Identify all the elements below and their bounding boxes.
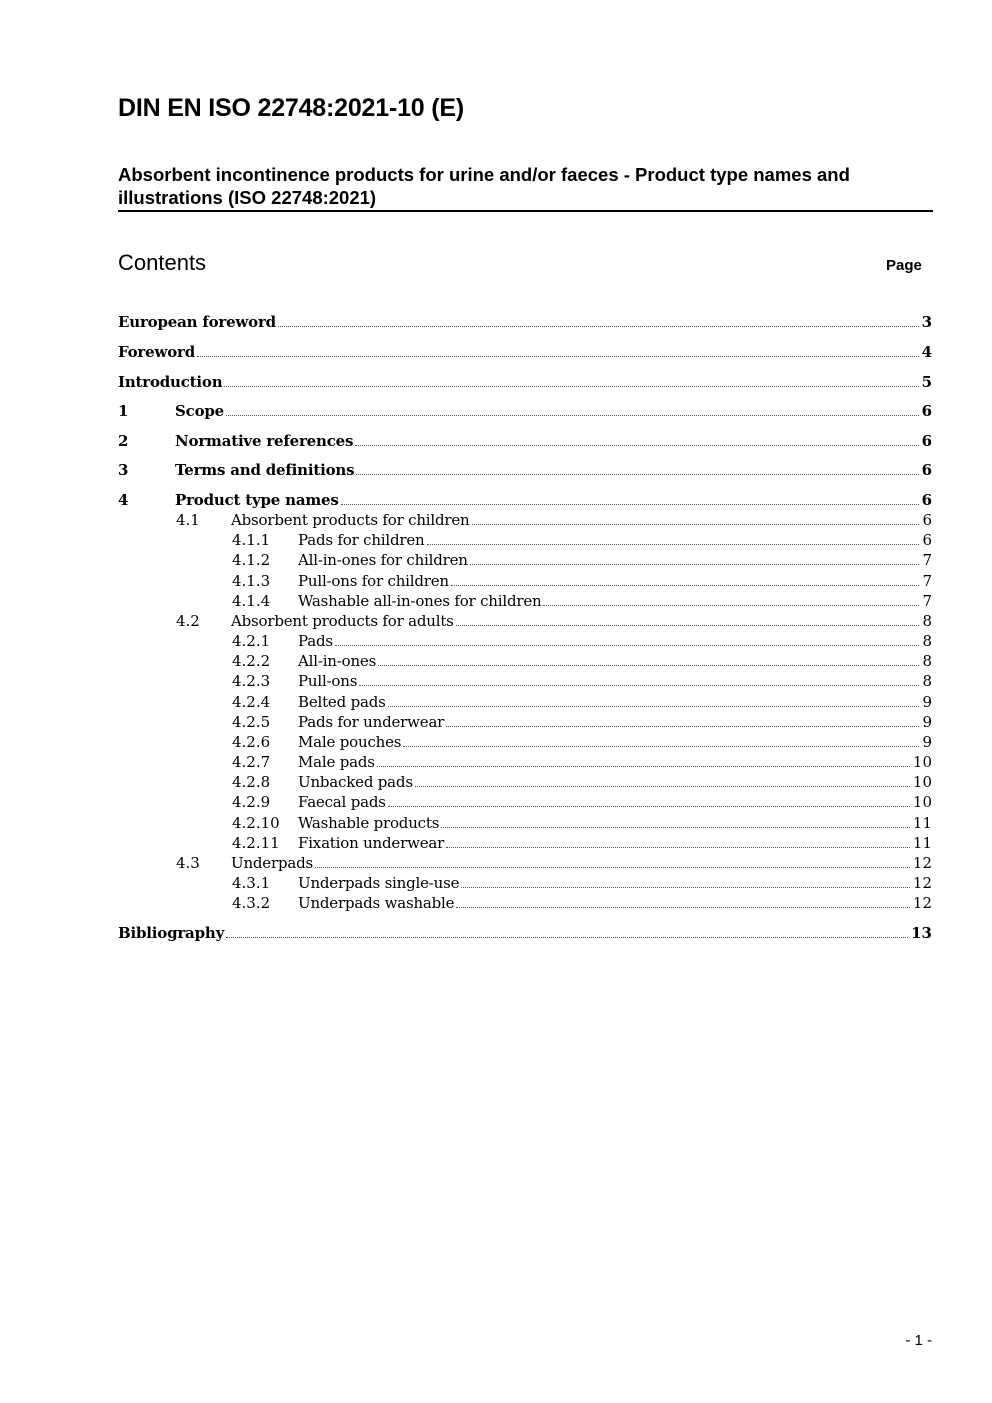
toc-entry-title: Introduction: [118, 373, 223, 391]
toc-entry-number: 4.1.3: [232, 572, 271, 590]
toc-entry-title: Washable all-in-ones for children: [298, 592, 542, 610]
toc-entry-page: 12: [912, 854, 932, 872]
toc-entry-title: Belted pads: [298, 693, 386, 711]
toc-entry-number: 4.2.3: [232, 672, 271, 690]
dot-leader: [427, 543, 919, 545]
toc-entry[interactable]: [118, 611, 932, 631]
contents-heading: Contents: [118, 250, 207, 275]
toc-entry-page: 6: [921, 402, 932, 420]
toc-entry-page: 4: [921, 343, 932, 361]
toc-entry-number: 4.3.1: [232, 874, 271, 892]
toc-entry-page: 6: [922, 531, 932, 549]
toc-entry-title: All-in-ones: [298, 652, 377, 670]
toc-entry-page: 10: [912, 773, 932, 791]
dot-leader: [403, 745, 919, 747]
toc-entry-number: 3: [118, 461, 129, 479]
dot-leader: [470, 563, 919, 565]
dot-leader: [388, 805, 910, 807]
toc-entry-number: 1: [118, 402, 129, 420]
dot-leader: [441, 826, 910, 828]
toc-entry-number: 4.2.11: [232, 834, 280, 852]
document-number: DIN EN ISO 22748:2021-10 (E): [118, 94, 464, 122]
dot-leader: [341, 503, 919, 505]
toc-entry-title: European foreword: [118, 313, 276, 331]
toc-entry-title: Underpads washable: [298, 894, 455, 912]
toc-entry[interactable]: [118, 631, 932, 651]
toc-entry[interactable]: [118, 853, 932, 873]
toc-entry-title: Male pads: [298, 753, 375, 771]
toc-entry-title: Foreword: [118, 343, 195, 361]
toc-entry-title: Faecal pads: [298, 793, 386, 811]
toc-entry-page: 8: [922, 612, 932, 630]
toc-entry[interactable]: [118, 591, 932, 611]
dot-leader: [446, 725, 919, 727]
toc-entry-title: Product type names: [175, 491, 339, 509]
toc-entry-title: Absorbent products for children: [231, 511, 470, 529]
toc-entry-title: Fixation underwear: [298, 834, 445, 852]
toc-entry[interactable]: [118, 813, 932, 833]
dot-leader: [335, 644, 919, 646]
dot-leader: [197, 355, 919, 357]
toc-entry-number: 4.2.6: [232, 733, 271, 751]
dot-leader: [456, 624, 919, 626]
toc-entry[interactable]: [118, 312, 932, 332]
page-number: - 1 -: [905, 1332, 932, 1349]
toc-entry-page: 8: [922, 632, 932, 650]
toc-entry-title: Pads: [298, 632, 333, 650]
toc-entry-title: Pads for children: [298, 531, 425, 549]
toc-entry[interactable]: [118, 752, 932, 772]
toc-entry[interactable]: [118, 342, 932, 362]
toc-entry-number: 4.1.4: [232, 592, 271, 610]
dot-leader: [356, 473, 918, 475]
toc-entry-page: 8: [922, 652, 932, 670]
toc-entry-number: 4: [118, 491, 129, 509]
toc-entry-number: 4.2.10: [232, 814, 280, 832]
dot-leader: [359, 684, 919, 686]
toc-entry[interactable]: [118, 792, 932, 812]
toc-entry-title: Pull-ons for children: [298, 572, 449, 590]
document-subtitle: Absorbent incontinence products for urine and/or faeces - Product type names and illustrations (ISO 22748:2021): [118, 164, 850, 208]
toc-entry-title: Scope: [175, 402, 225, 420]
toc-entry-number: 4.1: [176, 511, 200, 529]
toc-entry-title: Pads for underwear: [298, 713, 445, 731]
toc-entry-page: 7: [922, 551, 932, 569]
toc-entry[interactable]: [118, 651, 932, 671]
toc-entry-title: All-in-ones for children: [298, 551, 468, 569]
toc-entry-page: 6: [921, 432, 932, 450]
dot-leader: [278, 325, 919, 327]
toc-entry[interactable]: [118, 460, 932, 480]
dot-leader: [378, 664, 919, 666]
toc-entry-page: 11: [912, 814, 932, 832]
dot-leader: [456, 906, 910, 908]
toc-entry[interactable]: [118, 923, 932, 943]
title-divider: [118, 210, 933, 212]
toc-entry-title: Washable products: [298, 814, 440, 832]
toc-entry-title: Unbacked pads: [298, 773, 413, 791]
toc-entry-page: 3: [921, 313, 932, 331]
toc-entry[interactable]: [118, 431, 932, 451]
dot-leader: [388, 705, 919, 707]
toc-entry-number: 4.2.1: [232, 632, 271, 650]
toc-entry-number: 4.3: [176, 854, 200, 872]
toc-entry-number: 4.2.8: [232, 773, 271, 791]
toc-entry[interactable]: [118, 530, 932, 550]
dot-leader: [415, 785, 910, 787]
dot-leader: [315, 866, 910, 868]
toc-entry[interactable]: [118, 772, 932, 792]
toc-entry[interactable]: [118, 510, 932, 530]
toc-entry-number: 4.3.2: [232, 894, 271, 912]
toc-entry-number: 4.1.2: [232, 551, 271, 569]
dot-leader: [355, 444, 918, 446]
toc-entry-number: 2: [118, 432, 129, 450]
toc-entry-number: 4.1.1: [232, 531, 271, 549]
toc-entry-title: Terms and definitions: [175, 461, 355, 479]
toc-entry-page: 11: [912, 834, 932, 852]
toc-entry-number: 4.2.2: [232, 652, 271, 670]
dot-leader: [461, 886, 910, 888]
toc-entry-title: Normative references: [175, 432, 354, 450]
toc-entry-page: 9: [922, 693, 932, 711]
toc-entry[interactable]: [118, 401, 932, 421]
toc-entry-page: 6: [921, 491, 932, 509]
dot-leader: [451, 584, 919, 586]
toc-entry-page: 5: [921, 373, 932, 391]
dot-leader: [446, 846, 910, 848]
toc-entry-page: 6: [922, 511, 932, 529]
toc-entry-page: 8: [922, 672, 932, 690]
toc-entry-page: 7: [922, 592, 932, 610]
toc-entry-page: 7: [922, 572, 932, 590]
toc-entry[interactable]: [118, 372, 932, 392]
toc-entry-page: 13: [911, 924, 932, 942]
dot-leader: [472, 523, 919, 525]
dot-leader: [226, 414, 919, 416]
toc-entry-title: Underpads single-use: [298, 874, 460, 892]
toc-entry-title: Absorbent products for adults: [231, 612, 454, 630]
toc-entry[interactable]: [118, 712, 932, 732]
toc-entry-number: 4.2.9: [232, 793, 271, 811]
toc-entry-page: 10: [912, 793, 932, 811]
toc-entry[interactable]: [118, 833, 932, 853]
toc-entry-number: 4.2.5: [232, 713, 271, 731]
dot-leader: [377, 765, 910, 767]
toc-entry[interactable]: [118, 692, 932, 712]
toc-entry[interactable]: [118, 550, 932, 570]
toc-entry[interactable]: [118, 893, 932, 913]
dot-leader: [543, 604, 919, 606]
toc-entry[interactable]: [118, 571, 932, 591]
toc-entry-number: 4.2.4: [232, 693, 271, 711]
toc-entry-page: 12: [912, 874, 932, 892]
toc-entry[interactable]: [118, 490, 932, 510]
toc-entry-number: 4.2: [176, 612, 200, 630]
toc-entry[interactable]: [118, 873, 932, 893]
toc-entry-title: Underpads: [231, 854, 313, 872]
toc-entry-page: 12: [912, 894, 932, 912]
page-column-heading: Page: [886, 257, 922, 274]
toc-entry[interactable]: [118, 671, 932, 691]
toc-entry[interactable]: [118, 732, 932, 752]
toc-entry-title: Bibliography: [118, 924, 225, 942]
toc-entry-page: 6: [921, 461, 932, 479]
toc-entry-page: 9: [922, 713, 932, 731]
dot-leader: [226, 936, 908, 938]
toc-entry-title: Pull-ons: [298, 672, 358, 690]
dot-leader: [224, 385, 918, 387]
toc-entry-page: 10: [912, 753, 932, 771]
toc-entry-number: 4.2.7: [232, 753, 271, 771]
toc-entry-page: 9: [922, 733, 932, 751]
toc-entry-title: Male pouches: [298, 733, 402, 751]
